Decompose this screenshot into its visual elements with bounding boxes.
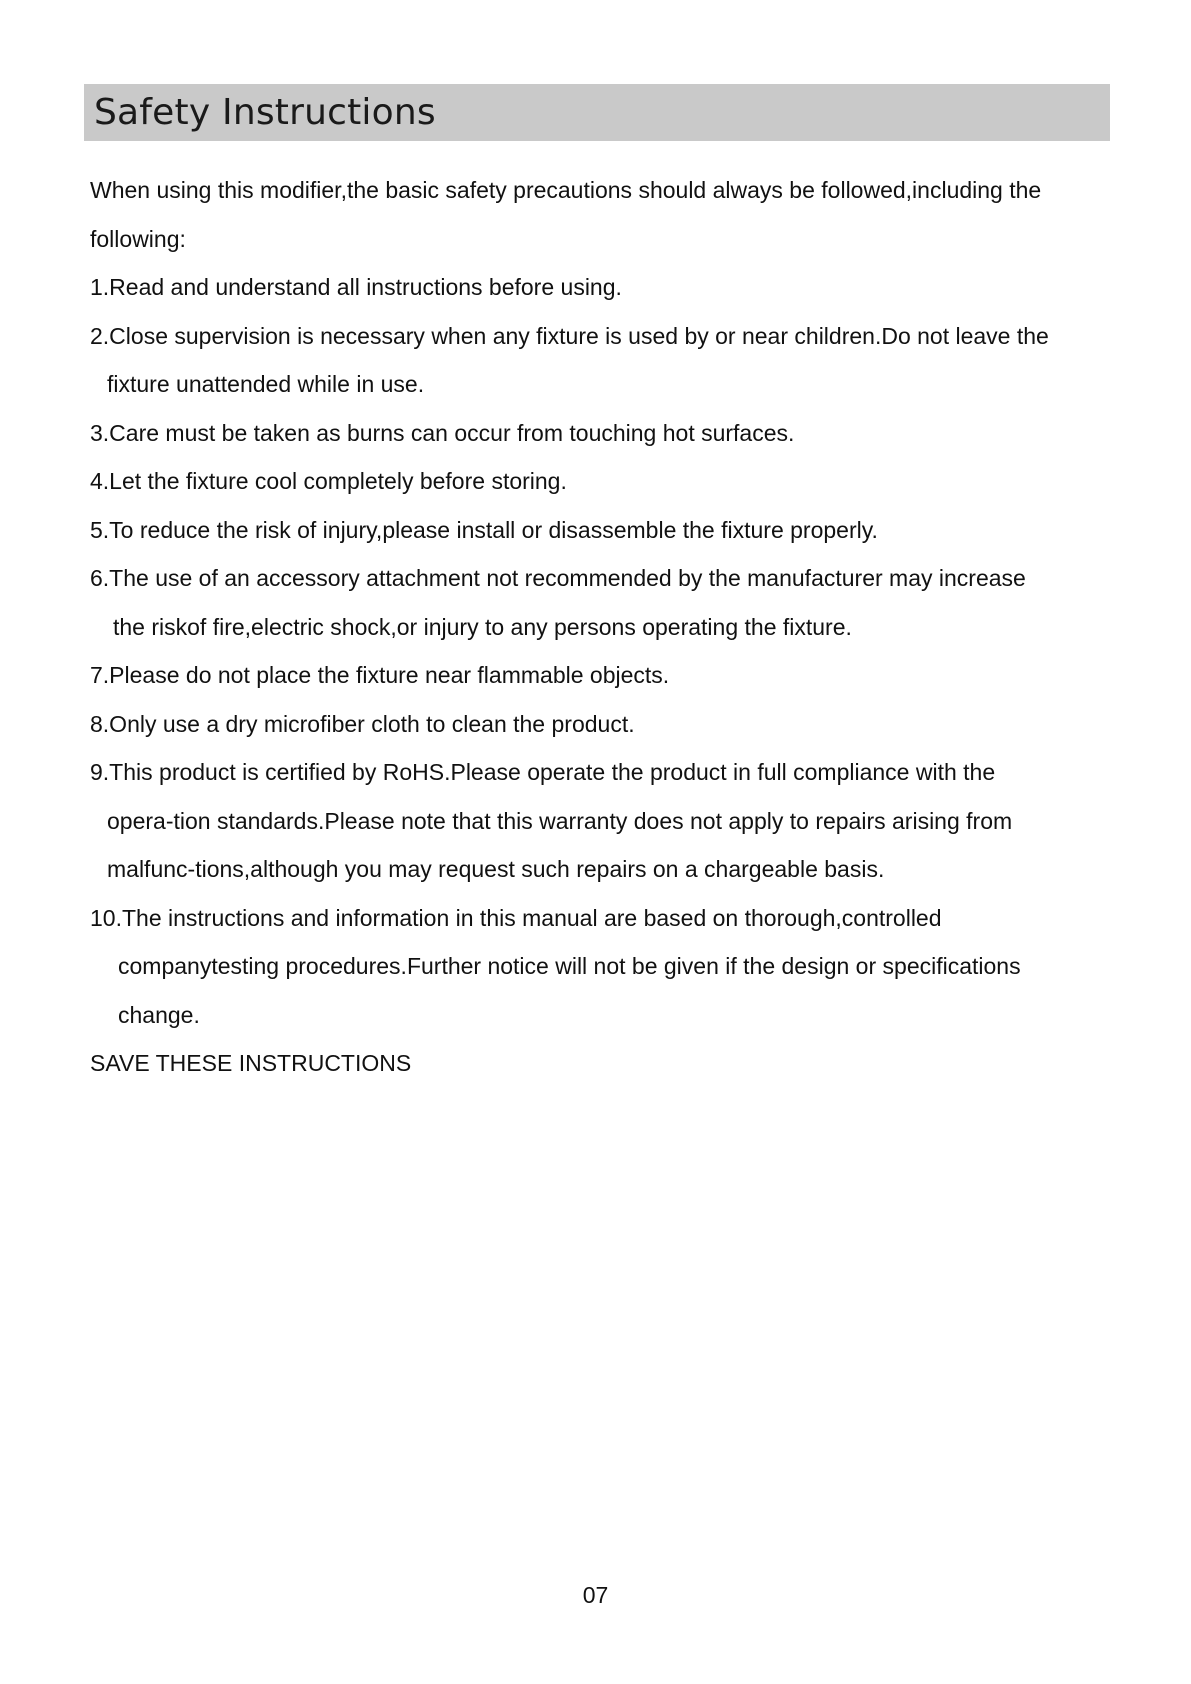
list-item-continuation: change. (118, 1001, 200, 1028)
list-item-8 (90, 700, 1130, 749)
list-item-line: 7.Please do not place the fixture near flammable objects. (90, 662, 670, 688)
list-item-9 (90, 748, 1130, 894)
list-item-3 (90, 409, 1130, 458)
page-number: 07 (582, 1582, 609, 1608)
list-item-continuation: fixture unattended while in use. (107, 371, 425, 397)
list-item-line: 5.To reduce the risk of injury,please install or disassemble the fixture properly. (90, 516, 878, 543)
list-item-line: 10.The instructions and information in this manual are based on thorough,controlled (90, 904, 942, 931)
section-header-bar (84, 84, 1110, 141)
list-item-line: 8.Only use a dry microfiber cloth to clean the product. (90, 710, 635, 737)
list-item-6 (90, 554, 1130, 651)
list-item-7 (90, 651, 1130, 700)
list-item-continuation: malfunc-tions,although you may request such repairs on a chargeable basis. (107, 856, 885, 882)
list-item-continuation: opera-tion standards.Please note that this warranty does not apply to repairs arising from (107, 807, 1013, 834)
list-item-4 (90, 457, 1130, 506)
safety-instructions-body (90, 166, 1130, 1088)
list-item-line: 4.Let the fixture cool completely before storing. (90, 468, 567, 494)
save-instructions-note: SAVE THESE INSTRUCTIONS (90, 1050, 412, 1076)
list-item-continuation: the riskof fire,electric shock,or injury to any persons operating the fixture. (113, 613, 852, 640)
list-item-line: 3.Care must be taken as burns can occur from touching hot surfaces. (90, 419, 795, 446)
intro-line-2: following: (90, 225, 186, 252)
list-item-line: 1.Read and understand all instructions before using. (90, 274, 622, 300)
list-item-continuation: companytesting procedures.Further notice will not be given if the design or specifications (118, 953, 1021, 979)
list-item-line: 2.Close supervision is necessary when any fixture is used by or near children.Do not leave the (90, 322, 1049, 349)
list-item-line: 6.The use of an accessory attachment not recommended by the manufacturer may increase (90, 565, 1026, 591)
list-item-2 (90, 312, 1130, 409)
page-title: Safety Instructions (94, 92, 436, 133)
list-item-10 (90, 894, 1130, 1040)
list-item-5 (90, 506, 1130, 555)
intro-line-1: When using this modifier,the basic safety precautions should always be followed,including the (90, 177, 1042, 203)
list-item-line: 9.This product is certified by RoHS.Please operate the product in full compliance with the (90, 759, 996, 785)
list-item-1 (90, 263, 1130, 312)
